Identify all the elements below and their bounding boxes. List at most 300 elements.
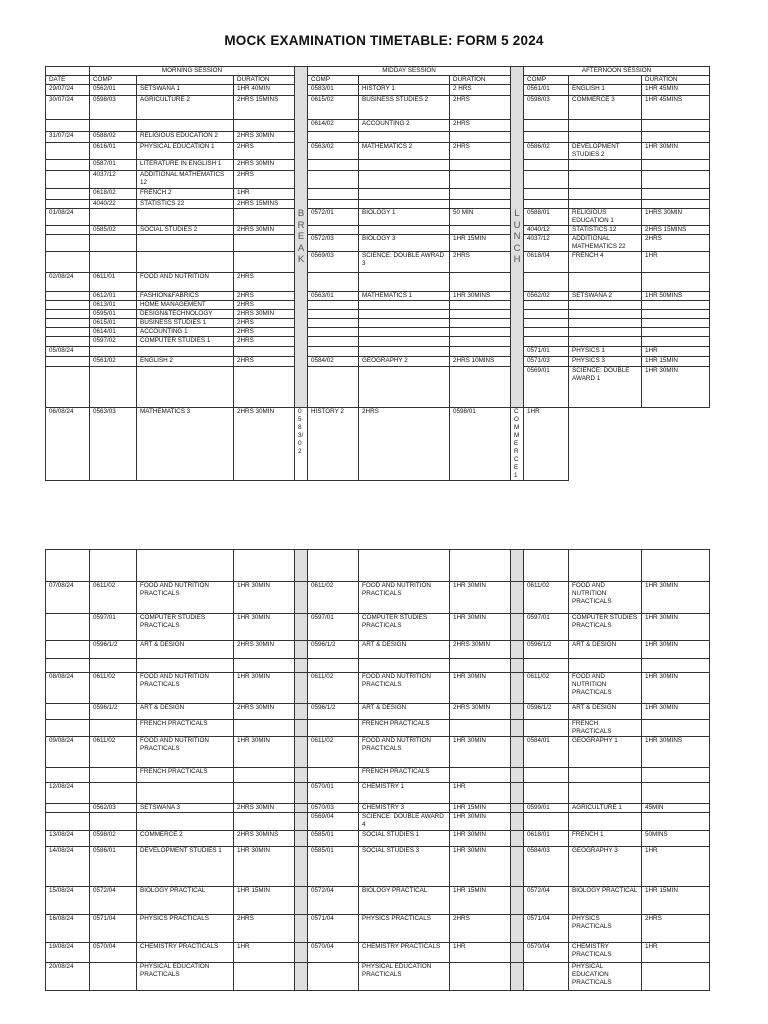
break-separator — [295, 673, 308, 704]
morning-comp-cell: 0570/04 — [90, 943, 137, 963]
morning-subject-cell: ADDITIONAL MATHEMATICS 12 — [137, 171, 234, 189]
table-row — [46, 768, 710, 783]
afternoon-comp-cell: 0584/03 — [524, 847, 569, 887]
midday-comp-cell: 0596/1/2 — [308, 641, 359, 659]
afternoon-duration-cell: 1HR 15MIN — [642, 357, 710, 367]
afternoon-subject-cell: COMPUTER STUDIES PRACTICALS — [569, 614, 642, 641]
afternoon-subject-cell — [569, 310, 642, 319]
afternoon-subject-cell: RELIGIOUS EDUCATION 1 — [569, 209, 642, 226]
morning-duration-cell: 2HRS 30MINS — [234, 831, 295, 847]
table-row — [46, 704, 710, 720]
midday-duration-cell — [450, 659, 511, 673]
afternoon-comp-cell: 0611/02 — [524, 673, 569, 704]
midday-duration-cell — [450, 337, 511, 347]
afternoon-subject-cell — [569, 189, 642, 200]
morning-comp-cell — [90, 235, 137, 252]
table-row — [46, 235, 710, 252]
midday-duration-cell: 2HRS 30MIN — [450, 641, 511, 659]
afternoon-subject-cell: COMMERCE 1 — [511, 408, 524, 481]
afternoon-subject-cell — [569, 120, 642, 132]
afternoon-comp-cell: 0588/01 — [524, 209, 569, 226]
afternoon-duration-cell — [642, 273, 710, 292]
break-separator — [295, 783, 308, 804]
morning-comp-cell: 0585/02 — [90, 226, 137, 235]
break-separator — [295, 887, 308, 915]
morning-duration-cell: 2HRS 30MIN — [234, 641, 295, 659]
morning-comp-cell: 0612/01 — [90, 292, 137, 301]
date-cell — [46, 226, 90, 235]
date-cell — [46, 328, 90, 337]
midday-duration-cell: 1HR 30MIN — [450, 673, 511, 704]
morning-duration-cell: 2HRS — [234, 328, 295, 337]
midday-comp-cell — [308, 171, 359, 189]
morning-subject-cell: STATISTICS 22 — [137, 200, 234, 209]
midday-comp-cell — [308, 963, 359, 991]
table-row — [46, 120, 710, 132]
morning-subject-cell: SETSWANA 3 — [137, 804, 234, 813]
midday-subject-cell: CHEMISTRY 1 — [359, 783, 450, 804]
morning-comp-cell — [90, 209, 137, 226]
midday-duration-cell: 2HRS 30MIN — [450, 704, 511, 720]
afternoon-comp-cell — [524, 132, 569, 143]
morning-session-header: MORNING SESSION — [90, 67, 295, 76]
midday-comp-cell — [308, 319, 359, 328]
table-row — [46, 887, 710, 915]
midday-comp-cell: 0615/02 — [308, 96, 359, 120]
lunch-separator — [511, 704, 524, 720]
afternoon-subject-cell: FRENCH PRACTICALS — [569, 720, 642, 737]
midday-duration-cell: 50 MIN — [450, 209, 511, 226]
midday-subject-cell: HISTORY 2 — [308, 408, 359, 481]
lunch-label: L U N C H — [513, 208, 521, 266]
date-cell — [46, 120, 90, 132]
morning-comp-cell — [90, 347, 137, 357]
morning-duration-cell — [234, 347, 295, 357]
morning-comp-cell — [90, 550, 137, 582]
midday-comp-cell: 0563/02 — [308, 143, 359, 160]
break-separator — [295, 831, 308, 847]
table-row — [46, 720, 710, 737]
afternoon-duration-cell — [642, 319, 710, 328]
comp-column-header: COMP — [90, 76, 137, 85]
date-cell: 05/08/24 — [46, 347, 90, 357]
afternoon-duration-cell: 45MIN — [642, 804, 710, 813]
midday-duration-cell: 1HR 30MIN — [450, 582, 511, 614]
midday-duration-cell — [450, 550, 511, 582]
morning-comp-cell — [90, 813, 137, 831]
midday-subject-cell: BIOLOGY 3 — [359, 235, 450, 252]
morning-comp-cell: 0586/01 — [90, 847, 137, 887]
morning-duration-cell — [234, 209, 295, 226]
midday-subject-cell: PHYSICAL EDUCATION PRACTICALS — [359, 963, 450, 991]
afternoon-duration-cell: 2HRS — [642, 235, 710, 252]
table-row — [46, 408, 710, 481]
midday-duration-cell: 2HRS — [450, 143, 511, 160]
date-cell: 09/08/24 — [46, 737, 90, 768]
morning-duration-cell: 2HRS 30MIN — [234, 804, 295, 813]
date-cell — [46, 804, 90, 813]
midday-duration-cell: 1HR 30MIN — [450, 614, 511, 641]
midday-subject-cell — [359, 301, 450, 310]
midday-subject-cell — [359, 310, 450, 319]
morning-subject-cell — [137, 813, 234, 831]
afternoon-comp-cell: 0618/04 — [524, 252, 569, 273]
afternoon-duration-cell: 1HR — [642, 347, 710, 357]
lunch-separator — [511, 673, 524, 704]
morning-duration-cell: 2HRS — [234, 171, 295, 189]
break-separator — [295, 813, 308, 831]
afternoon-duration-cell — [642, 171, 710, 189]
date-cell: 15/08/24 — [46, 887, 90, 915]
morning-duration-cell — [234, 252, 295, 273]
midday-subject-cell — [359, 319, 450, 328]
midday-comp-cell — [308, 226, 359, 235]
afternoon-comp-cell: 0571/01 — [524, 347, 569, 357]
duration-column-header: DURATION — [234, 76, 295, 85]
midday-subject-cell — [359, 550, 450, 582]
date-cell — [46, 550, 90, 582]
lunch-separator — [511, 582, 524, 614]
afternoon-comp-cell: 0618/01 — [524, 831, 569, 847]
midday-subject-cell: FRENCH PRACTICALS — [359, 768, 450, 783]
morning-comp-cell: 0611/02 — [90, 582, 137, 614]
morning-subject-cell: ART & DESIGN — [137, 704, 234, 720]
morning-duration-cell: 1HR — [234, 189, 295, 200]
timetable-table — [45, 66, 710, 481]
page-title: MOCK EXAMINATION TIMETABLE: FORM 5 2024 — [224, 33, 544, 48]
duration-column-header: DURATION — [642, 76, 710, 85]
midday-duration-cell — [450, 226, 511, 235]
morning-duration-cell: 2HRS — [234, 143, 295, 160]
morning-subject-cell — [137, 235, 234, 252]
midday-duration-cell: 1HR — [450, 783, 511, 804]
afternoon-comp-cell: 0569/01 — [524, 367, 569, 408]
midday-comp-cell: 0585/01 — [308, 847, 359, 887]
afternoon-subject-cell — [569, 337, 642, 347]
midday-comp-cell — [308, 273, 359, 292]
midday-comp-cell: 0571/04 — [308, 915, 359, 943]
table-row — [46, 737, 710, 768]
afternoon-subject-cell: AGRICULTURE 1 — [569, 804, 642, 813]
midday-duration-cell: 2HRS — [359, 408, 450, 481]
midday-subject-cell — [359, 367, 450, 408]
afternoon-subject-cell — [569, 328, 642, 337]
break-separator — [295, 659, 308, 673]
afternoon-duration-cell: 1HR 30MIN — [642, 614, 710, 641]
afternoon-subject-cell: GEOGRAPHY 1 — [569, 737, 642, 768]
midday-comp-cell: 0572/04 — [308, 887, 359, 915]
date-cell — [46, 200, 90, 209]
afternoon-duration-cell: 2HRS 15MINS — [642, 226, 710, 235]
midday-duration-cell — [450, 367, 511, 408]
lunch-separator — [511, 659, 524, 673]
midday-comp-cell: 0572/01 — [308, 209, 359, 226]
morning-duration-cell: 1HR 15MIN — [234, 887, 295, 915]
lunch-separator — [511, 963, 524, 991]
midday-duration-cell: 1HR 15MIN — [450, 235, 511, 252]
morning-comp-cell: 0561/02 — [90, 357, 137, 367]
table-row — [46, 963, 710, 991]
morning-duration-cell: 2HRS 30MIN — [234, 408, 295, 481]
lunch-separator — [511, 887, 524, 915]
session-header-blank — [46, 67, 90, 76]
midday-subject-cell: ART & DESIGN — [359, 641, 450, 659]
midday-subject-cell: HISTORY 1 — [359, 85, 450, 96]
timetable-table — [45, 549, 710, 991]
lunch-separator — [511, 641, 524, 659]
morning-duration-cell — [234, 720, 295, 737]
afternoon-comp-cell — [524, 171, 569, 189]
midday-comp-cell — [308, 200, 359, 209]
afternoon-duration-cell — [642, 783, 710, 804]
midday-duration-cell — [450, 160, 511, 171]
date-cell — [46, 235, 90, 252]
afternoon-comp-cell — [524, 813, 569, 831]
afternoon-duration-cell — [642, 301, 710, 310]
midday-duration-cell: 2HRS — [450, 120, 511, 132]
date-cell: 30/07/24 — [46, 96, 90, 120]
morning-duration-cell — [234, 120, 295, 132]
morning-duration-cell: 2HRS 30MIN — [234, 160, 295, 171]
afternoon-subject-cell: ART & DESIGN — [569, 641, 642, 659]
midday-duration-cell: 1HR 30MIN — [450, 737, 511, 768]
table-row — [46, 328, 710, 337]
morning-duration-cell: 1HR 30MIN — [234, 582, 295, 614]
midday-comp-cell — [308, 659, 359, 673]
afternoon-duration-cell: 1HR 30MIN — [642, 641, 710, 659]
midday-duration-cell: 1HR 30MIN — [450, 813, 511, 831]
midday-subject-cell — [359, 328, 450, 337]
afternoon-subject-cell — [569, 301, 642, 310]
lunch-separator — [511, 943, 524, 963]
midday-subject-cell: BUSINESS STUDIES 2 — [359, 96, 450, 120]
table-row — [46, 171, 710, 189]
afternoon-duration-cell — [642, 550, 710, 582]
afternoon-subject-cell — [569, 783, 642, 804]
midday-subject-cell — [359, 171, 450, 189]
midday-duration-cell: 1HR 15MIN — [450, 887, 511, 915]
afternoon-comp-cell — [524, 768, 569, 783]
morning-duration-cell — [234, 367, 295, 408]
afternoon-comp-cell: 0596/1/2 — [524, 641, 569, 659]
midday-comp-cell: 0585/01 — [308, 831, 359, 847]
morning-subject-cell: DESIGN&TECHNOLOGY — [137, 310, 234, 319]
lunch-separator — [511, 831, 524, 847]
date-cell — [46, 301, 90, 310]
table-row — [46, 252, 710, 273]
table-row — [46, 641, 710, 659]
midday-subject-cell: GEOGRAPHY 2 — [359, 357, 450, 367]
table-row — [46, 200, 710, 209]
midday-subject-cell: BIOLOGY PRACTICAL — [359, 887, 450, 915]
morning-subject-cell: SETSWANA 1 — [137, 85, 234, 96]
morning-duration-cell: 2HRS 30MIN — [234, 310, 295, 319]
morning-duration-cell: 2HRS 30MIN — [234, 132, 295, 143]
afternoon-comp-cell — [524, 550, 569, 582]
midday-duration-cell: 1HR 30MIN — [450, 831, 511, 847]
table-row — [46, 310, 710, 319]
afternoon-subject-cell: FRENCH 4 — [569, 252, 642, 273]
morning-subject-cell — [137, 209, 234, 226]
morning-duration-cell: 2HRS — [234, 319, 295, 328]
midday-subject-cell — [359, 160, 450, 171]
date-cell: 31/07/24 — [46, 132, 90, 143]
subject-column-header — [569, 76, 642, 85]
date-cell: 13/08/24 — [46, 831, 90, 847]
morning-subject-cell — [137, 347, 234, 357]
table-row — [46, 337, 710, 347]
midday-duration-cell — [450, 319, 511, 328]
date-cell: 14/08/24 — [46, 847, 90, 887]
midday-subject-cell — [359, 200, 450, 209]
afternoon-duration-cell — [642, 189, 710, 200]
midday-comp-cell: 0572/03 — [308, 235, 359, 252]
midday-duration-cell — [450, 273, 511, 292]
afternoon-subject-cell — [569, 813, 642, 831]
midday-duration-cell — [450, 328, 511, 337]
afternoon-duration-cell: 1HR 15MIN — [642, 887, 710, 915]
midday-session-header: MIDDAY SESSION — [308, 67, 511, 76]
afternoon-comp-cell: 4037/12 — [524, 235, 569, 252]
morning-duration-cell: 2HRS — [234, 915, 295, 943]
afternoon-duration-cell: 1HR 30MIN — [642, 582, 710, 614]
morning-duration-cell — [234, 768, 295, 783]
midday-comp-cell — [308, 160, 359, 171]
table-row — [46, 804, 710, 813]
morning-subject-cell: FRENCH PRACTICALS — [137, 720, 234, 737]
afternoon-comp-cell: 0598/03 — [524, 96, 569, 120]
break-separator — [295, 67, 308, 408]
table-row — [46, 319, 710, 328]
midday-subject-cell: SOCIAL STUDIES 3 — [359, 847, 450, 887]
afternoon-duration-cell: 1HR 45MINS — [642, 96, 710, 120]
afternoon-duration-cell — [642, 132, 710, 143]
table-row — [46, 357, 710, 367]
afternoon-subject-cell — [569, 659, 642, 673]
table-row — [46, 831, 710, 847]
afternoon-subject-cell: PHYSICAL EDUCATION PRACTICALS — [569, 963, 642, 991]
afternoon-subject-cell: PHYSICS 1 — [569, 347, 642, 357]
afternoon-comp-cell — [524, 301, 569, 310]
morning-comp-cell — [90, 659, 137, 673]
table-row — [46, 96, 710, 120]
date-cell — [46, 659, 90, 673]
midday-comp-cell — [308, 720, 359, 737]
midday-duration-cell — [450, 301, 511, 310]
midday-duration-cell — [450, 768, 511, 783]
afternoon-comp-cell: 0584/01 — [524, 737, 569, 768]
afternoon-duration-cell: 1HR 30MIN — [642, 673, 710, 704]
morning-subject-cell — [137, 550, 234, 582]
break-separator — [295, 582, 308, 614]
midday-comp-cell — [308, 550, 359, 582]
afternoon-duration-cell: 1HR 50MINS — [642, 292, 710, 301]
midday-comp-cell: 0583/02 — [295, 408, 308, 481]
morning-duration-cell: 1HR 30MIN — [234, 673, 295, 704]
midday-subject-cell — [359, 132, 450, 143]
midday-duration-cell: 2 HRS — [450, 85, 511, 96]
afternoon-subject-cell: ENGLISH 1 — [569, 85, 642, 96]
table-row — [46, 85, 710, 96]
morning-comp-cell: 0571/04 — [90, 915, 137, 943]
morning-comp-cell: 4040/22 — [90, 200, 137, 209]
midday-subject-cell: MATHEMATICS 1 — [359, 292, 450, 301]
afternoon-duration-cell — [642, 120, 710, 132]
date-cell — [46, 614, 90, 641]
afternoon-subject-cell — [569, 319, 642, 328]
afternoon-comp-cell — [524, 783, 569, 804]
morning-subject-cell: MATHEMATICS 3 — [137, 408, 234, 481]
morning-subject-cell: LITERATURE IN ENGLISH 1 — [137, 160, 234, 171]
afternoon-subject-cell: BIOLOGY PRACTICAL — [569, 887, 642, 915]
morning-subject-cell — [137, 659, 234, 673]
midday-comp-cell — [308, 768, 359, 783]
midday-subject-cell — [359, 273, 450, 292]
midday-comp-cell — [308, 310, 359, 319]
midday-subject-cell: FOOD AND NUTRITION PRACTICALS — [359, 737, 450, 768]
midday-duration-cell — [450, 132, 511, 143]
date-cell — [46, 143, 90, 160]
date-cell — [46, 813, 90, 831]
midday-duration-cell: 1HR 15MIN — [450, 804, 511, 813]
afternoon-duration-cell — [642, 328, 710, 337]
morning-subject-cell: ART & DESIGN — [137, 641, 234, 659]
afternoon-comp-cell — [524, 200, 569, 209]
break-label: B R E A K — [297, 208, 305, 266]
date-cell: 29/07/24 — [46, 85, 90, 96]
midday-comp-cell: 0611/02 — [308, 673, 359, 704]
afternoon-subject-cell: CHEMISTRY PRACTICALS — [569, 943, 642, 963]
midday-subject-cell: CHEMISTRY PRACTICALS — [359, 943, 450, 963]
morning-duration-cell — [234, 963, 295, 991]
morning-duration-cell: 1HR 30MIN — [234, 737, 295, 768]
morning-comp-cell: 4037/12 — [90, 171, 137, 189]
date-cell: 07/08/24 — [46, 582, 90, 614]
morning-subject-cell: ENGLISH 2 — [137, 357, 234, 367]
date-cell — [46, 367, 90, 408]
afternoon-subject-cell: PHYSICS PRACTICALS — [569, 915, 642, 943]
afternoon-duration-cell — [642, 768, 710, 783]
midday-comp-cell — [308, 367, 359, 408]
afternoon-comp-cell — [524, 310, 569, 319]
table-row — [46, 813, 710, 831]
afternoon-subject-cell — [569, 160, 642, 171]
midday-subject-cell: FOOD AND NUTRITION PRACTICALS — [359, 582, 450, 614]
break-separator — [295, 614, 308, 641]
date-cell — [46, 319, 90, 328]
midday-duration-cell — [450, 720, 511, 737]
midday-duration-cell: 2HRS 10MINS — [450, 357, 511, 367]
afternoon-comp-cell — [524, 659, 569, 673]
afternoon-subject-cell: DEVELOPMENT STUDIES 2 — [569, 143, 642, 160]
morning-comp-cell: 0611/01 — [90, 273, 137, 292]
morning-comp-cell: 0562/03 — [90, 804, 137, 813]
morning-subject-cell — [137, 367, 234, 408]
midday-subject-cell: ACCOUNTING 2 — [359, 120, 450, 132]
morning-duration-cell: 2HRS 30MIN — [234, 226, 295, 235]
midday-comp-cell: 0570/01 — [308, 783, 359, 804]
date-cell — [46, 357, 90, 367]
timetable-week-1 — [45, 66, 709, 481]
midday-subject-cell: SOCIAL STUDIES 1 — [359, 831, 450, 847]
midday-comp-cell — [308, 301, 359, 310]
table-row — [46, 673, 710, 704]
afternoon-duration-cell — [642, 160, 710, 171]
table-row — [46, 301, 710, 310]
midday-duration-cell — [450, 200, 511, 209]
afternoon-subject-cell: STATISTICS 12 — [569, 226, 642, 235]
afternoon-subject-cell: SCIENCE: DOUBLE AWARD 1 — [569, 367, 642, 408]
